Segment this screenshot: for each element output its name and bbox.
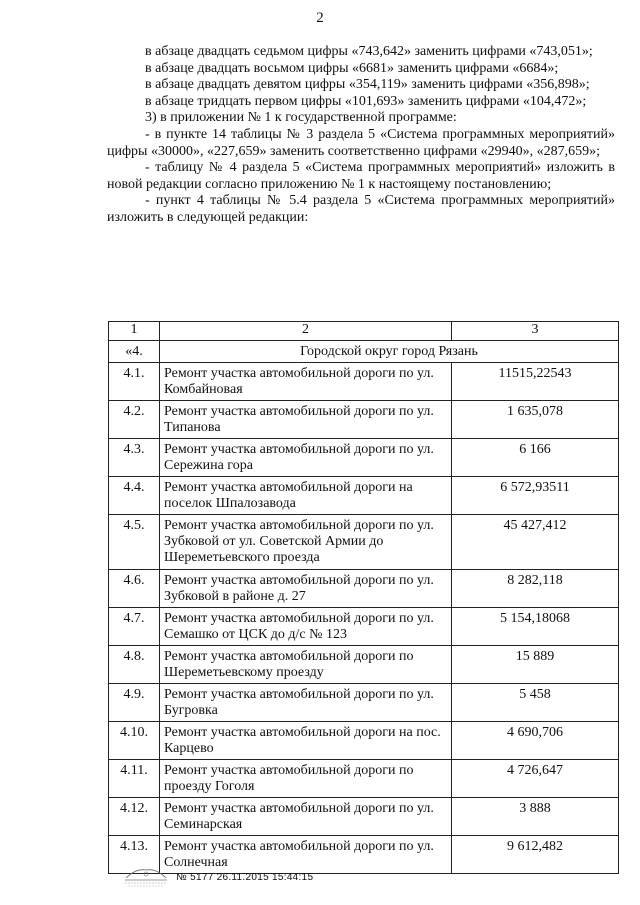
registration-number: № 5177 26.11.2015 15:44:15 bbox=[176, 871, 314, 883]
table-group-row bbox=[109, 341, 619, 363]
paragraph: в абзаце двадцать восьмом цифры «6681» заменить цифрами «6684»; bbox=[145, 60, 559, 76]
row-number: 4.2. bbox=[109, 401, 160, 439]
column-header: 1 bbox=[109, 322, 160, 341]
row-name: Ремонт участка автомобильной дороги на пос. Карцево bbox=[160, 722, 452, 760]
row-value: 15 889 bbox=[452, 646, 619, 684]
table-row bbox=[109, 798, 619, 836]
paragraph: в абзаце двадцать девятом цифры «354,119» заменить цифрами «356,898»; bbox=[145, 77, 590, 93]
row-value: 5 154,18068 bbox=[452, 608, 619, 646]
paragraph: - таблицу № 4 раздела 5 «Система программных мероприятий» изложить в новой редакции согласно приложению № 1 к настоящему постановлению; bbox=[107, 160, 615, 192]
paragraph: 3) в приложении № 1 к государственной программе: bbox=[145, 110, 457, 126]
table-row bbox=[109, 760, 619, 798]
paragraph: - пункт 4 таблицы № 5.4 раздела 5 «Система программных мероприятий» изложить в следующей редакции: bbox=[107, 193, 615, 225]
table-row bbox=[109, 363, 619, 401]
row-value: 11515,22543 bbox=[452, 363, 619, 401]
row-value: 6 166 bbox=[452, 439, 619, 477]
row-name: Ремонт участка автомобильной дороги по ул. Зубковой в районе д. 27 bbox=[160, 570, 452, 608]
table-row bbox=[109, 684, 619, 722]
column-header: 2 bbox=[160, 322, 452, 341]
column-header: 3 bbox=[452, 322, 619, 341]
paragraph: в абзаце тридцать первом цифры «101,693» заменить цифрами «104,472»; bbox=[145, 93, 587, 109]
row-value: 4 726,647 bbox=[452, 760, 619, 798]
row-name: Ремонт участка автомобильной дороги по Шереметьевскому проезду bbox=[160, 646, 452, 684]
row-number: 4.11. bbox=[109, 760, 160, 798]
row-value: 9 612,482 bbox=[452, 836, 619, 874]
document-body bbox=[107, 44, 615, 227]
row-name: Ремонт участка автомобильной дороги по ул. Семинарская bbox=[160, 798, 452, 836]
row-name: Ремонт участка автомобильной дороги по ул. Типанова bbox=[160, 401, 452, 439]
row-value: 4 690,706 bbox=[452, 722, 619, 760]
row-value: 8 282,118 bbox=[452, 570, 619, 608]
table-header-row bbox=[109, 322, 619, 341]
program-table bbox=[108, 321, 619, 874]
row-name: Ремонт участка автомобильной дороги на поселок Шпалозавода bbox=[160, 477, 452, 515]
row-name: Ремонт участка автомобильной дороги по ул. Бугровка bbox=[160, 684, 452, 722]
row-number: 4.1. bbox=[109, 363, 160, 401]
row-name: Ремонт участка автомобильной дороги по проезду Гоголя bbox=[160, 760, 452, 798]
row-number: 4.7. bbox=[109, 608, 160, 646]
table-row bbox=[109, 515, 619, 570]
table-row bbox=[109, 439, 619, 477]
registration-stamp-icon bbox=[122, 864, 170, 890]
table-row bbox=[109, 722, 619, 760]
group-name: Городской округ город Рязань bbox=[160, 341, 619, 363]
row-number: 4.10. bbox=[109, 722, 160, 760]
row-number: 4.13. bbox=[109, 836, 160, 874]
group-number: «4. bbox=[109, 341, 160, 363]
row-number: 4.3. bbox=[109, 439, 160, 477]
row-name: Ремонт участка автомобильной дороги по ул. Солнечная bbox=[160, 836, 452, 874]
row-name: Ремонт участка автомобильной дороги по ул. Сережина гора bbox=[160, 439, 452, 477]
row-number: 4.4. bbox=[109, 477, 160, 515]
page-number: 2 bbox=[316, 10, 324, 26]
row-number: 4.8. bbox=[109, 646, 160, 684]
row-value: 45 427,412 bbox=[452, 515, 619, 570]
table-row bbox=[109, 608, 619, 646]
table-row bbox=[109, 570, 619, 608]
row-value: 1 635,078 bbox=[452, 401, 619, 439]
row-number: 4.6. bbox=[109, 570, 160, 608]
row-name: Ремонт участка автомобильной дороги по ул. Комбайновая bbox=[160, 363, 452, 401]
paragraph: - в пункте 14 таблицы № 3 раздела 5 «Система программных мероприятий» цифры «30000», «227,659» заменить соответственно цифрами «29940», «287,659»; bbox=[107, 126, 615, 159]
row-name: Ремонт участка автомобильной дороги по ул. Семашко от ЦСК до д/с № 123 bbox=[160, 608, 452, 646]
row-value: 5 458 bbox=[452, 684, 619, 722]
row-value: 3 888 bbox=[452, 798, 619, 836]
table-row bbox=[109, 646, 619, 684]
row-name: Ремонт участка автомобильной дороги по ул. Зубковой от ул. Советской Армии до Шереметьевского проезда bbox=[160, 515, 452, 570]
table-row bbox=[109, 401, 619, 439]
table-row bbox=[109, 477, 619, 515]
paragraph: в абзаце двадцать седьмом цифры «743,642» заменить цифрами «743,051»; bbox=[145, 44, 593, 59]
row-number: 4.12. bbox=[109, 798, 160, 836]
registration-footer bbox=[122, 864, 313, 890]
row-number: 4.9. bbox=[109, 684, 160, 722]
row-number: 4.5. bbox=[109, 515, 160, 570]
row-value: 6 572,93511 bbox=[452, 477, 619, 515]
